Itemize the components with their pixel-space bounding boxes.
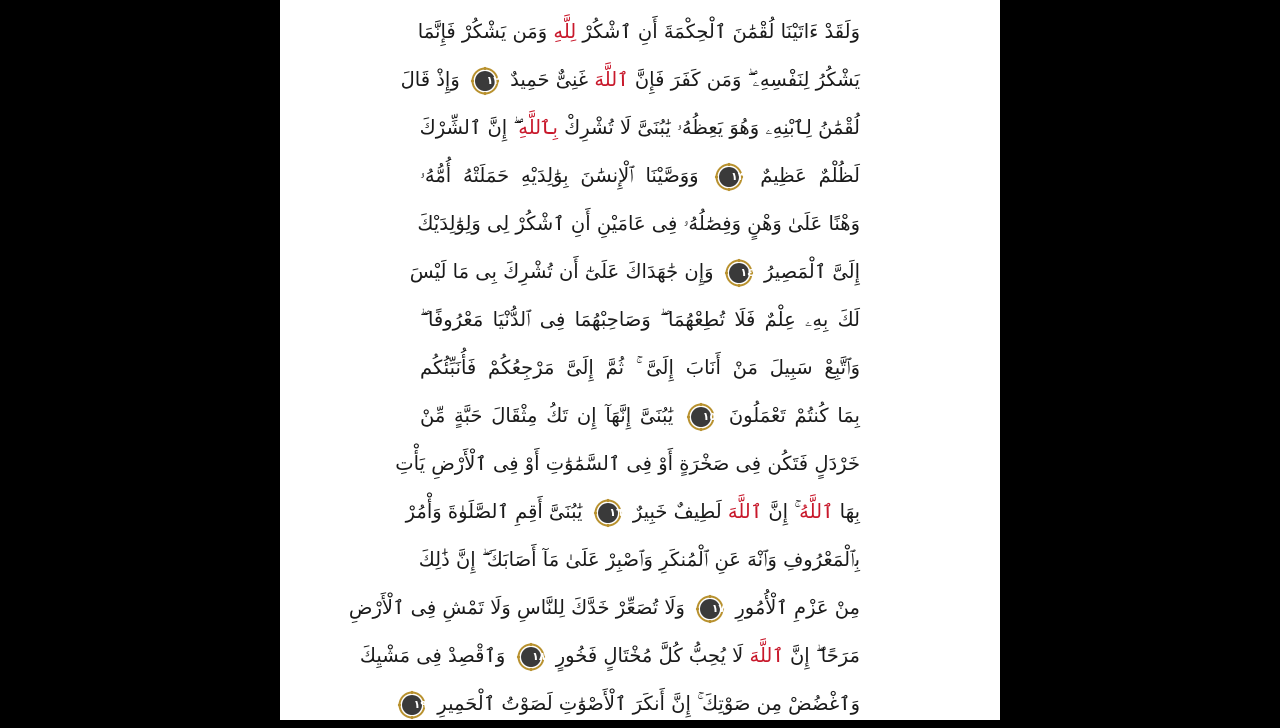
text-line: [400, 56, 860, 104]
verse-text: إِلَىَّ ٱلْمَصِيرُ: [757, 260, 860, 283]
ayah-number-marker: [724, 258, 754, 288]
ayah-number: ١٣: [731, 169, 745, 183]
verse-text: وَمَن يَشْكُرْ فَإِنَّمَا: [417, 20, 554, 43]
verse-text: بِٱلْمَعْرُوفِ وَٱنْهَ عَنِ ٱلْمُنكَرِ وَٱصْبِرْ عَلَىٰ مَآ أَصَابَكَ ۖ إِنَّ ذَٰلِكَ: [418, 548, 860, 571]
divine-name-text: ٱللَّهَ: [749, 644, 784, 667]
verse-text: وَهْنًا عَلَىٰ وَهْنٍ وَفِصَٰلُهُۥ فِى عَامَيْنِ أَنِ ٱشْكُرْ لِى وَلِوَٰلِدَيْكَ: [417, 212, 860, 235]
text-line: [395, 440, 860, 488]
verse-text: يَٰبُنَىَّ أَقِمِ ٱلصَّلَوٰةَ وَأْمُرْ: [405, 500, 589, 523]
verse-text: وَٱقْصِدْ فِى مَشْيِكَ: [359, 644, 512, 667]
verse-text: وَٱتَّبِعْ سَبِيلَ مَنْ أَنَابَ إِلَىَّ ۚ ثُمَّ إِلَىَّ مَرْجِعُكُمْ فَأُنَبِّئُكُم: [420, 356, 860, 379]
verse-text: مِنْ عَزْمِ ٱلْأُمُورِ: [729, 596, 860, 619]
verse-text: وَإِذْ قَالَ: [400, 68, 466, 91]
text-line: [405, 488, 860, 536]
ayah-number-marker: [686, 402, 716, 432]
text-line: [348, 584, 860, 632]
verse-text: لَكَ بِهِۦ عِلْمٌ فَلَا تُطِعْهُمَا ۖ وَصَاحِبْهُمَا فِى ٱلدُّنْيَا مَعْرُوفًا ۖ: [420, 308, 860, 331]
divine-name-text: لِلَّهِ: [553, 20, 577, 43]
verse-text: لَظُلْمٌ عَظِيمٌ: [748, 164, 860, 187]
text-line: [420, 536, 860, 584]
verse-text: ۚ إِنَّ: [762, 500, 800, 523]
verse-text: غَنِىٌّ حَمِيدٌ: [503, 68, 595, 91]
verse-text: لَطِيفٌ خَبِيرٌ: [626, 500, 728, 523]
divine-name-text: ٱللَّهَ: [594, 68, 629, 91]
ayah-number-marker: [516, 642, 546, 672]
text-line: [420, 392, 860, 440]
text-line: [413, 680, 860, 728]
verse-text: وَلَا تُصَعِّرْ خَدَّكَ لِلنَّاسِ وَلَا تَمْشِ فِى ٱلْأَرْضِ: [348, 596, 692, 619]
quran-text-block: [348, 0, 860, 720]
text-line: [409, 248, 860, 296]
verse-text: وَلَقَدْ ءَاتَيْنَا لُقْمَٰنَ ٱلْحِكْمَةَ أَنِ ٱشْكُرْ: [576, 20, 860, 43]
ayah-number: ١٦: [609, 505, 623, 519]
ayah-number-marker: [714, 162, 744, 192]
text-line: [420, 344, 860, 392]
verse-text: بِهَا: [833, 500, 860, 523]
verse-text: خَرْدَلٍ فَتَكُن فِى صَخْرَةٍ أَوْ فِى ٱلسَّمَٰوَٰتِ أَوْ فِى ٱلْأَرْضِ يَأْتِ: [395, 452, 860, 475]
text-line: [420, 152, 860, 200]
ayah-number: ١٩: [413, 697, 428, 711]
verse-text: مَرَحًا ۖ إِنَّ: [783, 644, 860, 667]
ayah-number: ١٤: [740, 265, 754, 279]
verse-text: يَٰبُنَىَّ إِنَّهَآ إِن تَكُ مِثْقَالَ حَبَّةٍ مِّنْ: [420, 404, 683, 427]
text-line: [359, 632, 860, 680]
ayah-number: ١٥: [702, 409, 717, 423]
text-line: [420, 104, 860, 152]
verse-text: لُقْمَٰنُ لِٱبْنِهِۦ وَهُوَ يَعِظُهُۥ يَٰبُنَىَّ لَا تُشْرِكْ: [557, 116, 860, 139]
ayah-number-marker: [470, 66, 500, 96]
verse-text: وَٱغْضُضْ مِن صَوْتِكَ ۚ إِنَّ أَنكَرَ ٱلْأَصْوَٰتِ لَصَوْتُ ٱلْحَمِيرِ: [431, 692, 860, 715]
ayah-number-marker: [593, 498, 623, 528]
divine-name-text: بِٱللَّهِ: [518, 116, 558, 139]
verse-text: وَوَصَّيْنَا ٱلْإِنسَٰنَ بِوَٰلِدَيْهِ حَمَلَتْهُ أُمُّهُۥ: [420, 164, 711, 187]
text-line: [417, 200, 860, 248]
mushaf-page: [280, 0, 1000, 720]
text-line: [417, 8, 860, 56]
divine-name-text: ٱللَّهُ: [799, 500, 834, 523]
ayah-number: ١٨: [532, 649, 546, 663]
verse-text: يَشْكُرُ لِنَفْسِهِۦ ۖ وَمَن كَفَرَ فَإِنَّ: [628, 68, 860, 91]
verse-text: بِمَا كُنتُمْ تَعْمَلُونَ: [720, 404, 860, 427]
ayah-number-marker: [397, 690, 427, 720]
ayah-number: ١٢: [486, 73, 500, 87]
verse-text: وَإِن جَٰهَدَاكَ عَلَىٰٓ أَن تُشْرِكَ بِى مَا لَيْسَ: [409, 260, 720, 283]
text-line: [420, 296, 860, 344]
ayah-number-marker: [695, 594, 725, 624]
ayah-number: ١٧: [711, 601, 726, 615]
divine-name-text: ٱللَّهَ: [727, 500, 763, 523]
verse-text: لَا يُحِبُّ كُلَّ مُخْتَالٍ فَخُورٍ: [549, 644, 750, 667]
verse-text: ۖ إِنَّ ٱلشِّرْكَ: [419, 116, 519, 139]
